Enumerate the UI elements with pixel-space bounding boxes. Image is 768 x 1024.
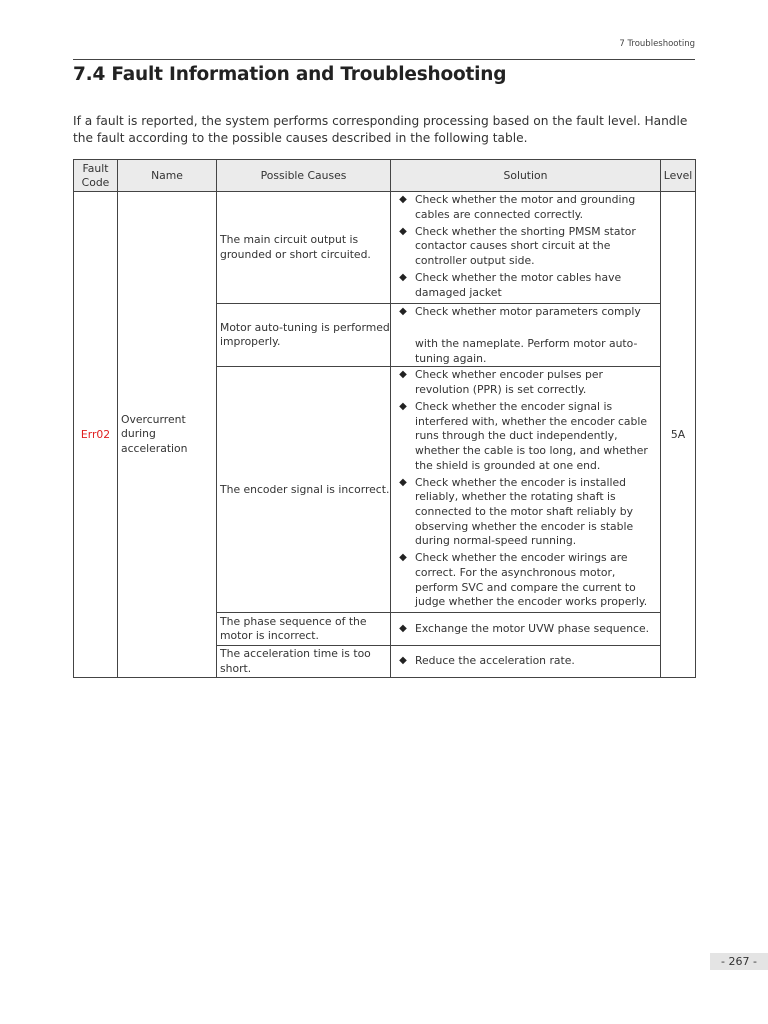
solution-item: ◆ Check whether the encoder signal is interfered with, whether the encoder cable runs through the duct independently, whether the cable is too long, and whether the shield is grounded at one end. — [391, 400, 660, 474]
diamond-bullet-icon: ◆ — [399, 194, 407, 205]
header-name: Name — [118, 160, 217, 192]
table-header-row — [74, 160, 696, 192]
solution-item-continued: with the nameplate. Perform motor auto-tuning again. — [415, 336, 638, 365]
solution-item: ◆ Check whether the encoder is installed reliably, whether the rotating shaft is connected to the motor shaft reliably by observing whether the encoder is stable during normal-speed running. — [391, 476, 660, 550]
diamond-bullet-icon: ◆ — [399, 306, 407, 317]
intro-paragraph: If a fault is reported, the system performs corresponding processing based on the fault level. Handle the fault according to the possible causes described in the following table. — [73, 114, 688, 145]
diamond-bullet-icon: ◆ — [399, 225, 407, 237]
solution-item: ◆ Check whether the motor and grounding cables are connected correctly. — [391, 193, 660, 222]
fault-table — [73, 159, 696, 678]
header-possible-causes: Possible Causes — [217, 160, 391, 192]
chapter-header: 7 Troubleshooting — [619, 39, 695, 49]
page-number: - 267 - — [710, 953, 768, 970]
fault-code-cell: Err02 — [74, 192, 118, 678]
solution-item: ◆ Check whether the encoder wirings are correct. For the asynchronous motor, perform SVC and compare the current to judge whether the encoder works properly. — [391, 551, 660, 610]
header-fault-code: Fault Code — [74, 160, 118, 192]
solution-item: ◆ Check whether the shorting PMSM stator contactor causes short circuit at the controller output side. — [391, 225, 660, 269]
cause-cell: The encoder signal is incorrect. — [217, 367, 391, 613]
solution-cell — [391, 646, 661, 678]
cause-cell: The acceleration time is too short. — [217, 646, 391, 678]
solution-item: ◆ Check whether the motor cables have damaged jacket — [391, 271, 660, 300]
cause-cell: Motor auto-tuning is performed improperly. — [217, 304, 391, 367]
header-divider — [73, 59, 695, 60]
solution-item: ◆ Check whether encoder pulses per revolution (PPR) is set correctly. — [391, 368, 660, 397]
header-solution: Solution — [391, 160, 661, 192]
cause-cell: The phase sequence of the motor is incorrect. — [217, 613, 391, 646]
header-level: Level — [661, 160, 696, 192]
solution-item: ◆ Exchange the motor UVW phase sequence. — [391, 622, 660, 637]
diamond-bullet-icon: ◆ — [399, 369, 407, 381]
solution-item: ◆ Reduce the acceleration rate. — [391, 654, 660, 669]
solution-cell — [391, 367, 661, 613]
solution-cell — [391, 192, 661, 304]
fault-name-cell: Overcurrent during acceleration — [118, 192, 217, 678]
solution-cell — [391, 304, 661, 367]
cause-cell: The main circuit output is grounded or short circuited. — [217, 192, 391, 304]
diamond-bullet-icon: ◆ — [399, 622, 407, 634]
section-title: 7.4 Fault Information and Troubleshooting — [73, 64, 507, 85]
diamond-bullet-icon: ◆ — [399, 552, 407, 564]
diamond-bullet-icon: ◆ — [399, 400, 407, 412]
fault-level-cell: 5A — [661, 192, 696, 678]
diamond-bullet-icon: ◆ — [399, 476, 407, 488]
table-row — [74, 192, 696, 304]
diamond-bullet-icon: ◆ — [399, 271, 407, 283]
solution-item: ◆ Check whether motor parameters comply — [391, 305, 660, 320]
diamond-bullet-icon: ◆ — [399, 655, 407, 667]
solution-cell — [391, 613, 661, 646]
